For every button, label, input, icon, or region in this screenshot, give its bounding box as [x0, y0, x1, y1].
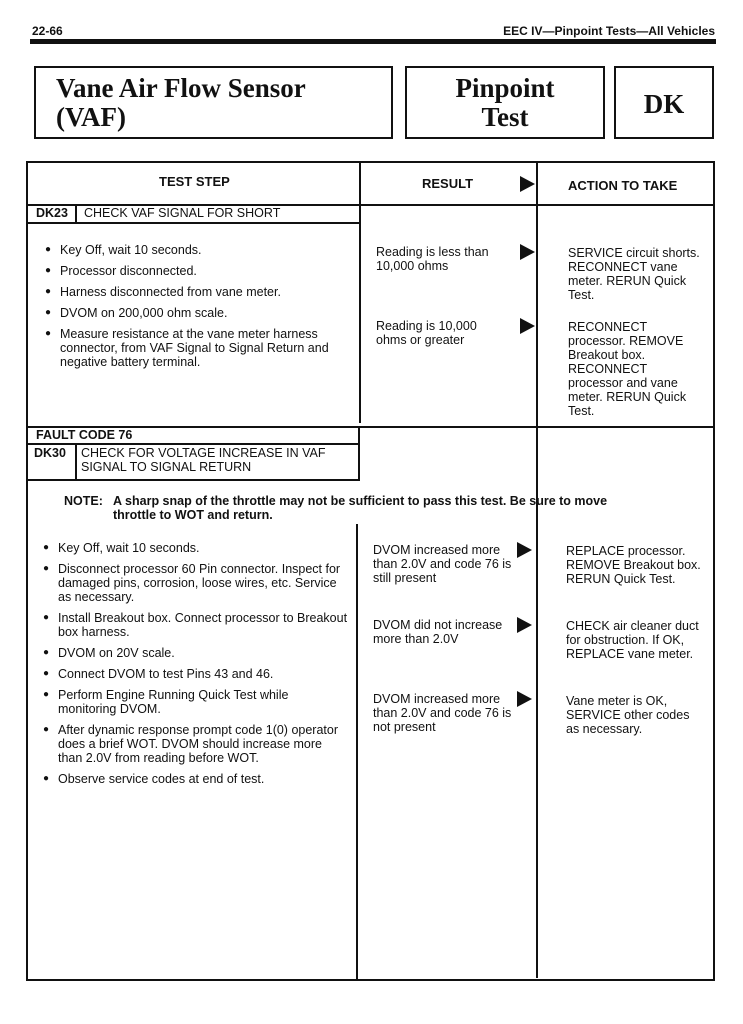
- dk30-action-2: CHECK air cleaner duct for obstruction. If OK, REPLACE vane meter.: [566, 619, 699, 661]
- test-code-box: DK: [614, 66, 714, 139]
- note-line: A sharp snap of the throttle may not be sufficient to pass this test. Be sure to move: [113, 494, 608, 508]
- note-label: NOTE:: [64, 494, 103, 508]
- step-title-line: SIGNAL TO SIGNAL RETURN: [81, 460, 252, 474]
- fault-code-label: FAULT CODE 76: [36, 428, 133, 442]
- step-title-dk23: CHECK VAF SIGNAL FOR SHORT: [84, 206, 281, 220]
- list-item: ● Harness disconnected from vane meter.: [45, 285, 345, 299]
- arrow-icon: [520, 176, 535, 192]
- title-line-2: (VAF): [56, 102, 126, 132]
- pinpoint-test-box: [405, 66, 605, 139]
- dk23-step-list: [45, 243, 345, 369]
- divider: [27, 479, 360, 481]
- divider: [75, 443, 77, 479]
- dk30-action-3: Vane meter is OK, SERVICE other codes as necessary.: [566, 694, 690, 736]
- list-item: ● Measure resistance at the vane meter harness connector, from VAF Signal to Signal Return and negative battery terminal.: [45, 327, 345, 369]
- list-item: ● Install Breakout box. Connect processor to Breakout box harness.: [43, 611, 348, 639]
- note-text: [113, 494, 693, 522]
- dk23-action-2: RECONNECT processor. REMOVE Breakout box. RECONNECT processor and vane meter. RERUN Quick Test.: [568, 320, 687, 418]
- title-line-1: Vane Air Flow Sensor: [56, 73, 306, 103]
- header-rule: [30, 39, 716, 44]
- list-item: ● Processor disconnected.: [45, 264, 345, 278]
- col-header-result: RESULT: [422, 176, 474, 191]
- dk23-action-1: SERVICE circuit shorts. RECONNECT vane meter. RERUN Quick Test.: [568, 246, 700, 302]
- dk23-result-2: Reading is 10,000 ohms or greater: [376, 319, 477, 347]
- step-title-dk30: [81, 446, 356, 474]
- list-item: ● Key Off, wait 10 seconds.: [45, 243, 345, 257]
- col-header-action: ACTION TO TAKE: [568, 178, 678, 193]
- divider: [356, 524, 358, 979]
- list-item: ● DVOM on 20V scale.: [43, 646, 348, 660]
- divider: [359, 162, 361, 423]
- pinpoint-line-1: Pinpoint: [455, 73, 555, 103]
- note-line: throttle to WOT and return.: [113, 508, 273, 522]
- arrow-icon: [517, 617, 532, 633]
- list-item: ● Key Off, wait 10 seconds.: [43, 541, 348, 555]
- list-item: ● Observe service codes at end of test.: [43, 772, 348, 786]
- divider: [358, 428, 360, 480]
- dk23-result-1: Reading is less than 10,000 ohms: [376, 245, 489, 273]
- divider: [27, 443, 360, 445]
- divider: [536, 162, 538, 978]
- dk30-action-1: REPLACE processor. REMOVE Breakout box. RERUN Quick Test.: [566, 544, 701, 586]
- arrow-icon: [520, 318, 535, 334]
- list-item: ● Connect DVOM to test Pins 43 and 46.: [43, 667, 348, 681]
- list-item: ● After dynamic response prompt code 1(0) operator does a brief WOT. DVOM should increase more than 2.0V from reading before WOT.: [43, 723, 348, 765]
- section-title: EEC IV—Pinpoint Tests—All Vehicles: [503, 24, 715, 38]
- col-header-test-step: TEST STEP: [159, 174, 230, 189]
- arrow-icon: [520, 244, 535, 260]
- title-box: [34, 66, 393, 139]
- arrow-icon: [517, 691, 532, 707]
- step-id-dk23: DK23: [36, 206, 68, 220]
- page-number: 22-66: [32, 24, 63, 38]
- pinpoint-line-2: Test: [481, 102, 529, 132]
- step-id-dk30: DK30: [34, 446, 66, 460]
- step-title-line: CHECK FOR VOLTAGE INCREASE IN VAF: [81, 446, 326, 460]
- divider: [75, 204, 77, 222]
- list-item: ● Disconnect processor 60 Pin connector. Inspect for damaged pins, corrosion, loose wires, etc. Service as necessary.: [43, 562, 348, 604]
- dk30-result-3: DVOM increased more than 2.0V and code 76 is not present: [373, 692, 512, 734]
- dk30-result-1: DVOM increased more than 2.0V and code 76 is still present: [373, 543, 512, 585]
- dk30-step-list: [43, 541, 348, 786]
- list-item: ● Perform Engine Running Quick Test while monitoring DVOM.: [43, 688, 348, 716]
- arrow-icon: [517, 542, 532, 558]
- list-item: ● DVOM on 200,000 ohm scale.: [45, 306, 345, 320]
- divider: [27, 222, 360, 224]
- dk30-result-2: DVOM did not increase more than 2.0V: [373, 618, 503, 646]
